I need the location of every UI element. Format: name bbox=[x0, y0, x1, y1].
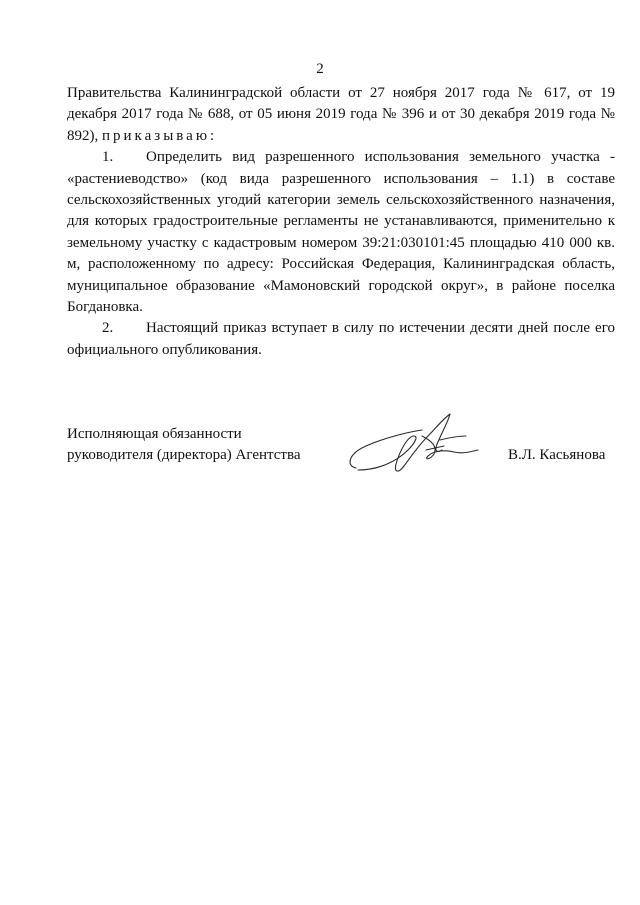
position-line-2: руководителя (директора) Агентства bbox=[67, 447, 301, 463]
order-item-1 bbox=[67, 147, 615, 318]
document-body bbox=[67, 83, 615, 361]
order-item-2 bbox=[67, 318, 615, 361]
position-line-1: Исполняющая обязанности bbox=[67, 426, 242, 442]
item-number: 1. bbox=[102, 149, 114, 166]
intro-paragraph bbox=[67, 83, 615, 147]
signatory-position bbox=[67, 424, 301, 466]
order-keyword: приказываю: bbox=[102, 127, 218, 144]
signatory-name: В.Л. Касьянова bbox=[508, 447, 606, 463]
item-text: Настоящий приказ вступает в силу по истечении десяти дней после его официального опубликования. bbox=[67, 320, 615, 358]
handwritten-signature bbox=[338, 406, 488, 486]
intro-text: Правительства Калининградской области от 27 ноября 2017 года № 617, от 19 декабря 2017 года № 688, от 05 июня 2019 года № 396 и от 30 декабря 2019 года № 892), bbox=[67, 85, 615, 144]
item-text: Определить вид разрешенного использования земельного участка - «растениеводство» (код вида разрешенного использования – 1.1) в составе сельскохозяйственных угодий категории земель сельскохозяйственного назначения, для которых градостроительные регламенты не устанавливаются, применительно к земельному участку с кадастровым номером 39:21:030101:45 площадью 410 000 кв. м, расположенному по адресу: Российская Федерация, Калининградская область, муниципальное образование «Мамоновский городской округ», в районе поселка Богдановка. bbox=[67, 149, 615, 316]
item-number: 2. bbox=[102, 320, 114, 337]
page-number: 2 bbox=[316, 61, 324, 77]
